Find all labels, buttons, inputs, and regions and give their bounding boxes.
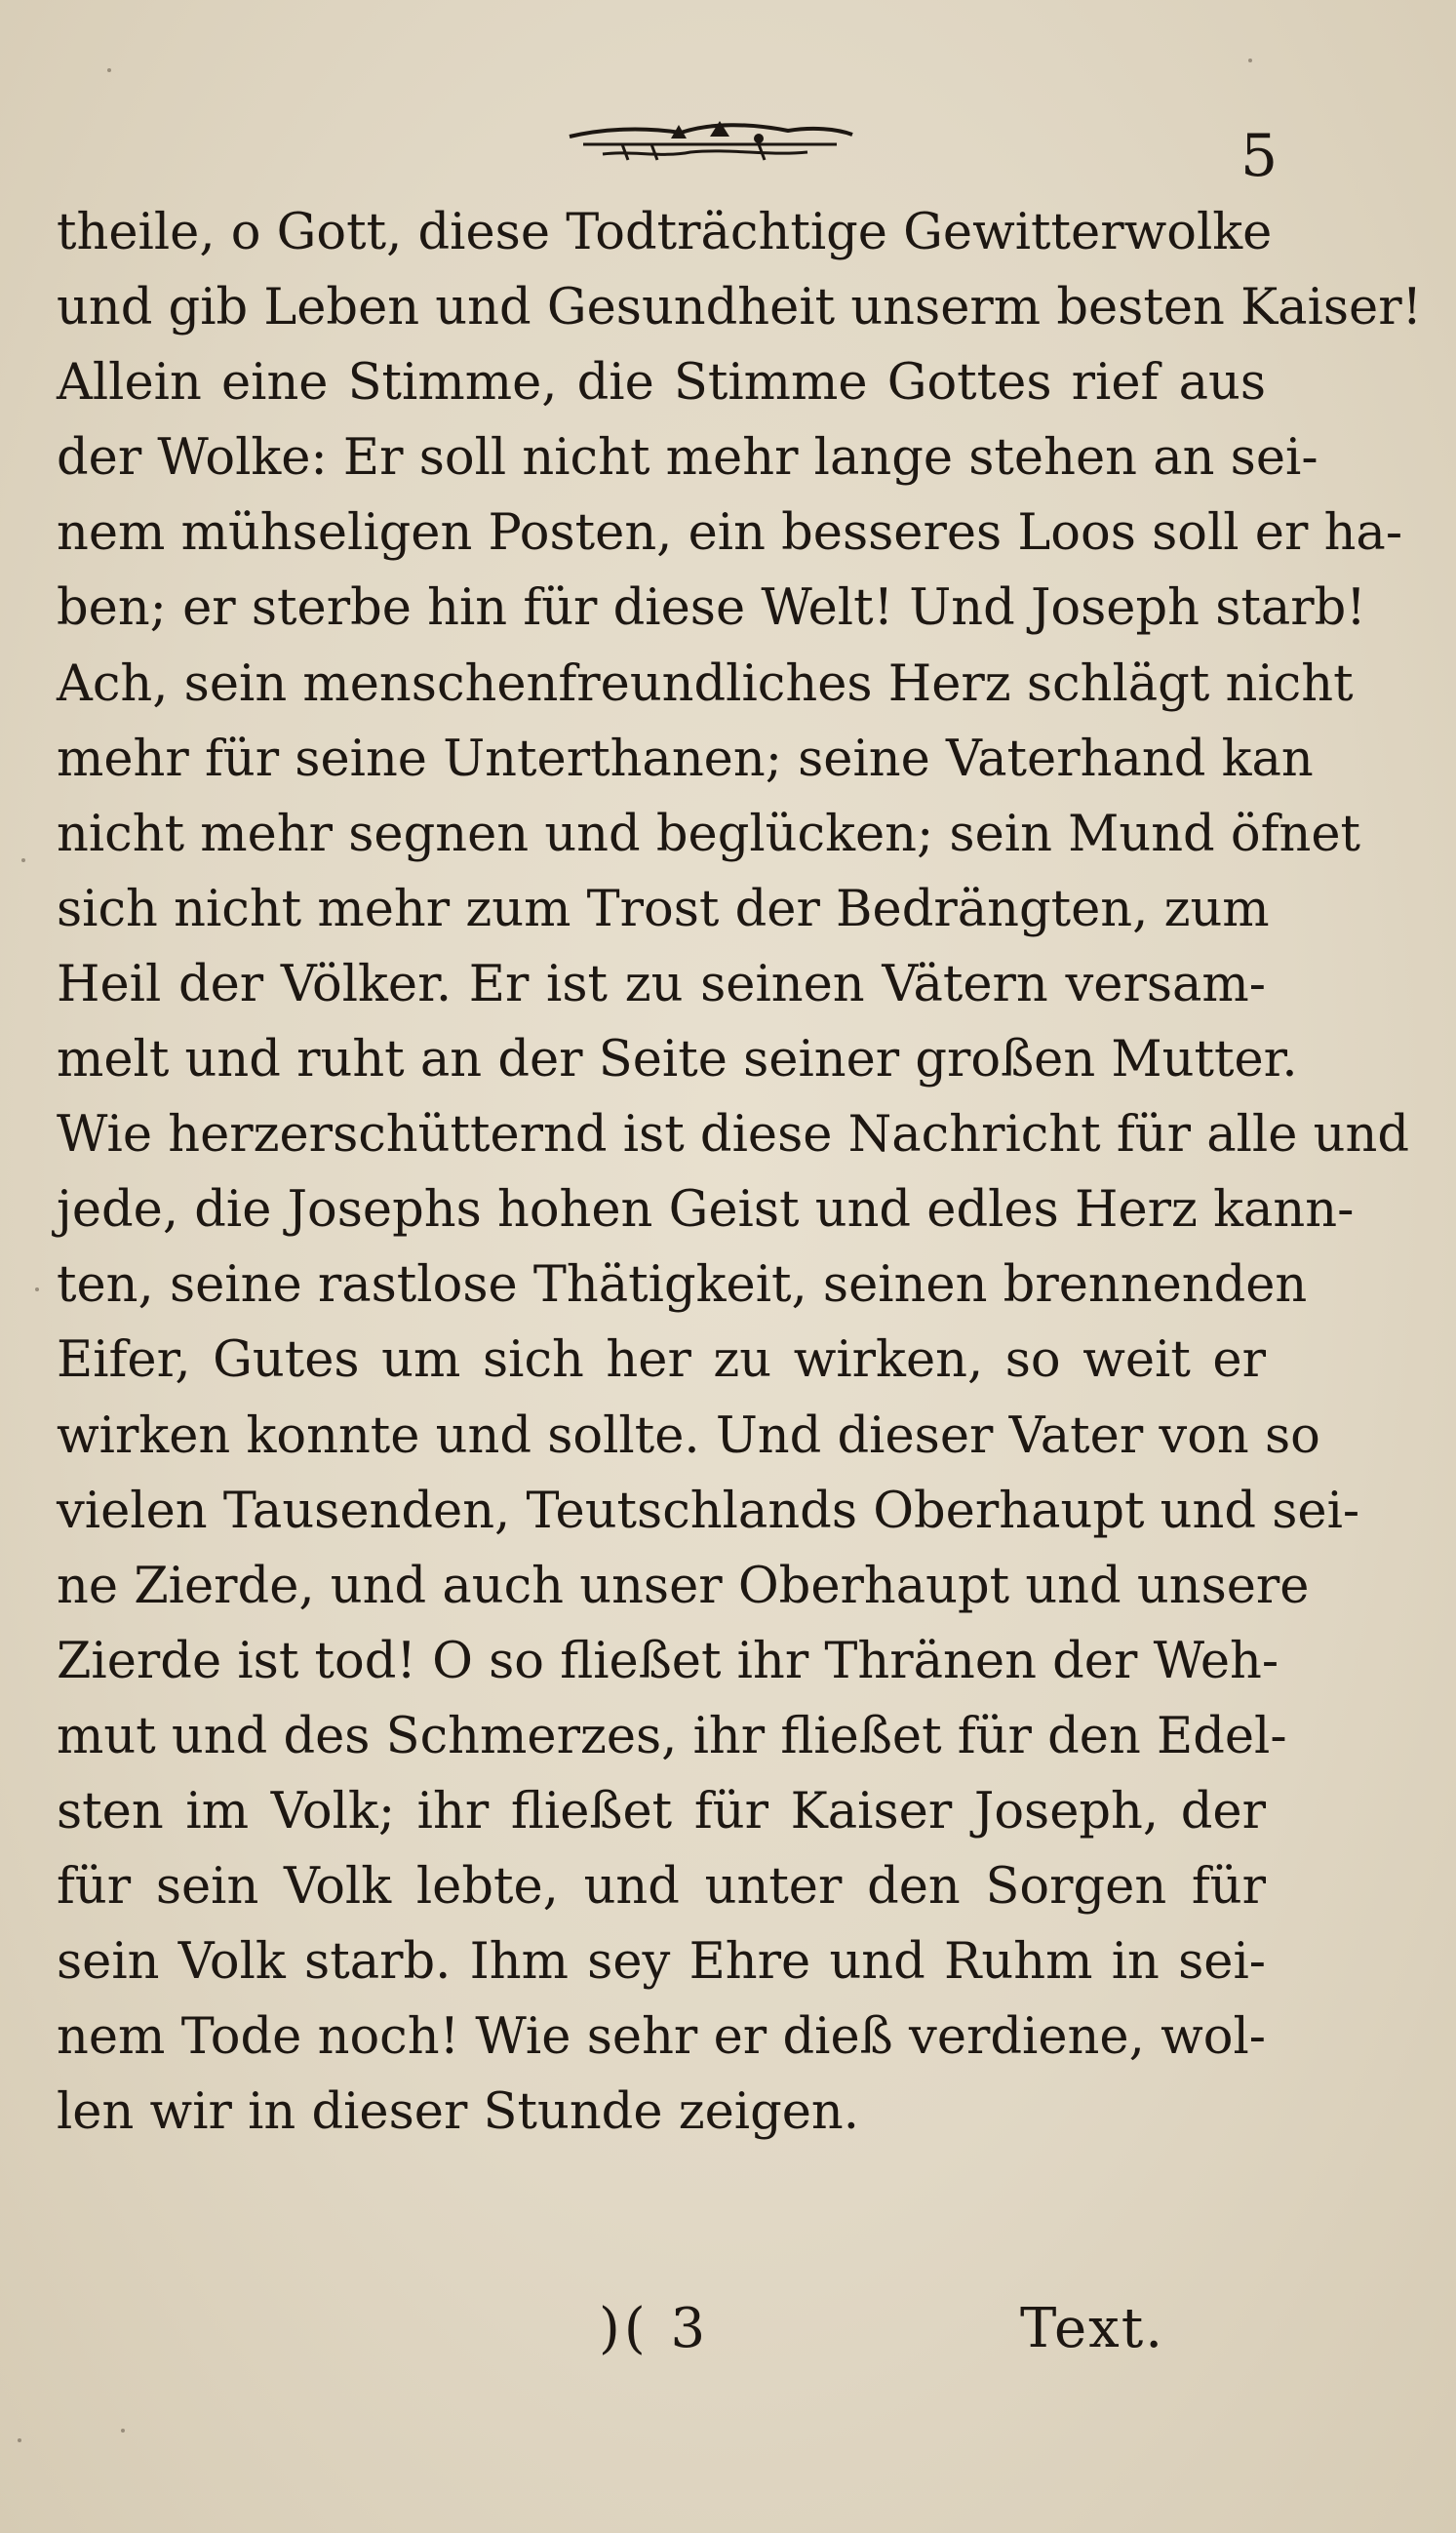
- text-line: der Wolke: Er soll nicht mehr lange stehen an sei-: [57, 429, 1318, 488]
- text-line: wirken konnte und sollte. Und dieser Vater von so: [57, 1406, 1320, 1465]
- text-line: len wir in dieser Stunde zeigen.: [57, 2083, 859, 2142]
- paper-speck: [107, 68, 111, 72]
- text-line: ben; er sterbe hin für diese Welt! Und Joseph starb!: [57, 579, 1366, 638]
- text-line: nem mühseligen Posten, ein besseres Loos soll er ha-: [57, 504, 1403, 563]
- paper-speck: [21, 858, 25, 862]
- text-line: mehr für seine Unterthanen; seine Vaterhand kan: [57, 730, 1314, 788]
- text-line: melt und ruht an der Seite seiner großen Mutter.: [57, 1031, 1298, 1089]
- text-line: Wie herzerschütternd ist diese Nachricht für alle und: [57, 1106, 1409, 1165]
- text-line: nicht mehr segnen und beglücken; sein Mund öfnet: [57, 805, 1361, 863]
- text-line: Zierde ist tod! O so fließet ihr Thränen der Weh-: [57, 1632, 1279, 1690]
- text-line: mut und des Schmerzes, ihr fließet für den Edel-: [57, 1707, 1287, 1765]
- paper-speck: [18, 2438, 21, 2442]
- text-line: Allein eine Stimme, die Stimme Gottes rief aus: [57, 354, 1266, 413]
- page-number: 5: [1240, 122, 1279, 190]
- catchword: Text.: [1020, 2297, 1165, 2360]
- text-line: Eifer, Gutes um sich her zu wirken, so weit er: [57, 1331, 1266, 1390]
- text-line: Ach, sein menschenfreundliches Herz schlägt nicht: [57, 654, 1354, 713]
- text-line: sten im Volk; ihr fließet für Kaiser Joseph, der: [57, 1782, 1266, 1840]
- text-line: nem Tode noch! Wie sehr er dieß verdiene, wol-: [57, 2008, 1266, 2067]
- text-line: jede, die Josephs hohen Geist und edles Herz kann-: [57, 1181, 1355, 1240]
- text-line: für sein Volk lebte, und unter den Sorgen für: [57, 1858, 1266, 1917]
- text-line: ne Zierde, und auch unser Oberhaupt und unsere: [57, 1557, 1310, 1615]
- text-line: sich nicht mehr zum Trost der Bedrängten, zum: [57, 880, 1270, 938]
- paper-speck: [35, 1287, 39, 1291]
- text-line: theile, o Gott, diese Todträchtige Gewitterwolke: [57, 204, 1273, 261]
- text-line: vielen Tausenden, Teutschlands Oberhaupt und sei-: [57, 1482, 1360, 1540]
- body-text: [57, 195, 1423, 2150]
- paper-speck: [121, 2429, 125, 2433]
- text-line: und gib Leben und Gesundheit unserm besten Kaiser!: [57, 279, 1423, 337]
- header-ornament: [564, 115, 856, 174]
- text-line: sein Volk starb. Ihm sey Ehre und Ruhm in sei-: [57, 1933, 1266, 1992]
- signature-mark: )( 3: [599, 2297, 710, 2360]
- paper-speck: [1248, 59, 1252, 62]
- text-line: ten, seine rastlose Thätigkeit, seinen brennenden: [57, 1256, 1308, 1315]
- text-line: Heil der Völker. Er ist zu seinen Vätern versam-: [57, 955, 1266, 1013]
